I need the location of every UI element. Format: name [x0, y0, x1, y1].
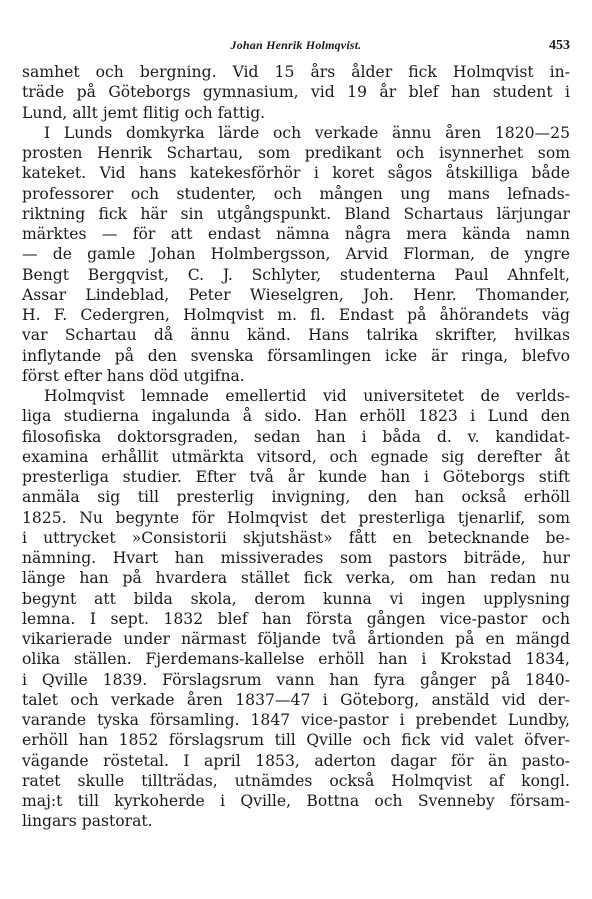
text-line: professorer och studenter, och mången ung mans lefnads- — [22, 184, 570, 203]
running-title: Johan Henrik Holmqvist. — [230, 38, 362, 52]
text-line: Holmqvist lemnade emellertid vid universitetet de verlds- — [44, 387, 570, 405]
text-line: vikarierade under närmast följande två årtionden på en mängd — [22, 630, 570, 648]
text-line: prosten Henrik Schartau, som predikant och isynnerhet som — [22, 144, 570, 162]
text-line: var Schartau då ännu känd. Hans talrika skrifter, hvilkas — [22, 326, 570, 345]
text-line: kateket. Vid hans katekesförhör i koret sågos åtskilliga både — [22, 164, 570, 183]
running-head — [22, 38, 570, 58]
text-line: träde på Göteborgs gymnasium, vid 19 år blef han student i — [22, 83, 570, 102]
page-number: 453 — [549, 38, 570, 53]
text-line: vägande röstetal. I april 1853, aderton dagar för än pasto- — [22, 751, 570, 770]
text-line: anmäla sig till presterlig invigning, den han också erhöll — [22, 488, 570, 507]
text-line: riktning fick här sin utgångspunkt. Bland Schartaus lärjungar — [22, 204, 570, 223]
text-line: examina erhållit utmärkta vitsord, och egnade sig derefter åt — [22, 447, 570, 466]
text-line: lemna. I sept. 1832 blef han första gången vice-pastor och — [22, 609, 570, 628]
body-text — [22, 62, 570, 832]
text-line: — de gamle Johan Holmbergsson, Arvid Florman, de yngre — [22, 245, 570, 264]
text-line: i uttrycket »Consistorii skjutshäst» fått en betecknande be- — [22, 528, 570, 547]
text-line: maj:t till kyrkoherde i Qville, Bottna och Svenneby försam- — [22, 792, 570, 810]
text-line: märktes — för att endast nämna några mera kända namn — [22, 225, 570, 243]
text-line: presterliga studier. Efter två år kunde han i Göteborgs stift — [22, 468, 570, 486]
text-line: 1825. Nu begynte för Holmqvist det presterliga tjenarlif, som — [22, 508, 570, 527]
text-line: nämning. Hvart han missiverades som pastors biträde, hur — [22, 549, 570, 567]
text-line: olika ställen. Fjerdemans-kallelse erhöll han i Krokstad 1834, — [22, 650, 570, 669]
text-line: Assar Lindeblad, Peter Wieselgren, Joh. Henr. Thomander, — [22, 285, 570, 304]
text-line: ratet skulle tillträdas, utnämdes också Holmqvist af kongl. — [22, 771, 570, 790]
text-line: liga studierna ingalunda å sido. Han erhöll 1823 i Lund den — [22, 407, 570, 426]
text-line: I Lunds domkyrka lärde och verkade ännu åren 1820—25 — [44, 123, 570, 142]
text-line: inflytande på den svenska församlingen icke är ringa, blefvo — [22, 346, 570, 365]
text-line: Bengt Bergqvist, C. J. Schlyter, studenterna Paul Ahnfelt, — [22, 265, 570, 284]
text-line: H. F. Cedergren, Holmqvist m. fl. Endast på åhörandets väg — [22, 306, 570, 324]
text-line: varande tyska församling. 1847 vice-pastor i prebendet Lundby, — [22, 711, 570, 729]
text-line: länge han på hvardera stället fick verka, om han redan nu — [22, 569, 570, 588]
text-line: Lund, allt jemt flitig och fattig. — [22, 103, 266, 122]
text-line: filosofiska doktorsgraden, sedan han i båda d. v. kandidat- — [22, 427, 570, 446]
text-line: samhet och bergning. Vid 15 års ålder fick Holmqvist in- — [22, 63, 570, 81]
text-line: begynt att bilda skola, derom kunna vi ingen upplysning — [22, 589, 570, 608]
text-line: erhöll han 1852 förslagsrum till Qville och fick vid valet öfver- — [22, 731, 570, 750]
text-line: i Qville 1839. Förslagsrum vann han fyra gånger på 1840- — [22, 670, 570, 689]
text-line: först efter hans död utgifna. — [22, 366, 245, 385]
text-line: lingars pastorat. — [22, 812, 153, 831]
text-line: talet och verkade åren 1837—47 i Göteborg, anstäld vid der- — [22, 690, 570, 709]
